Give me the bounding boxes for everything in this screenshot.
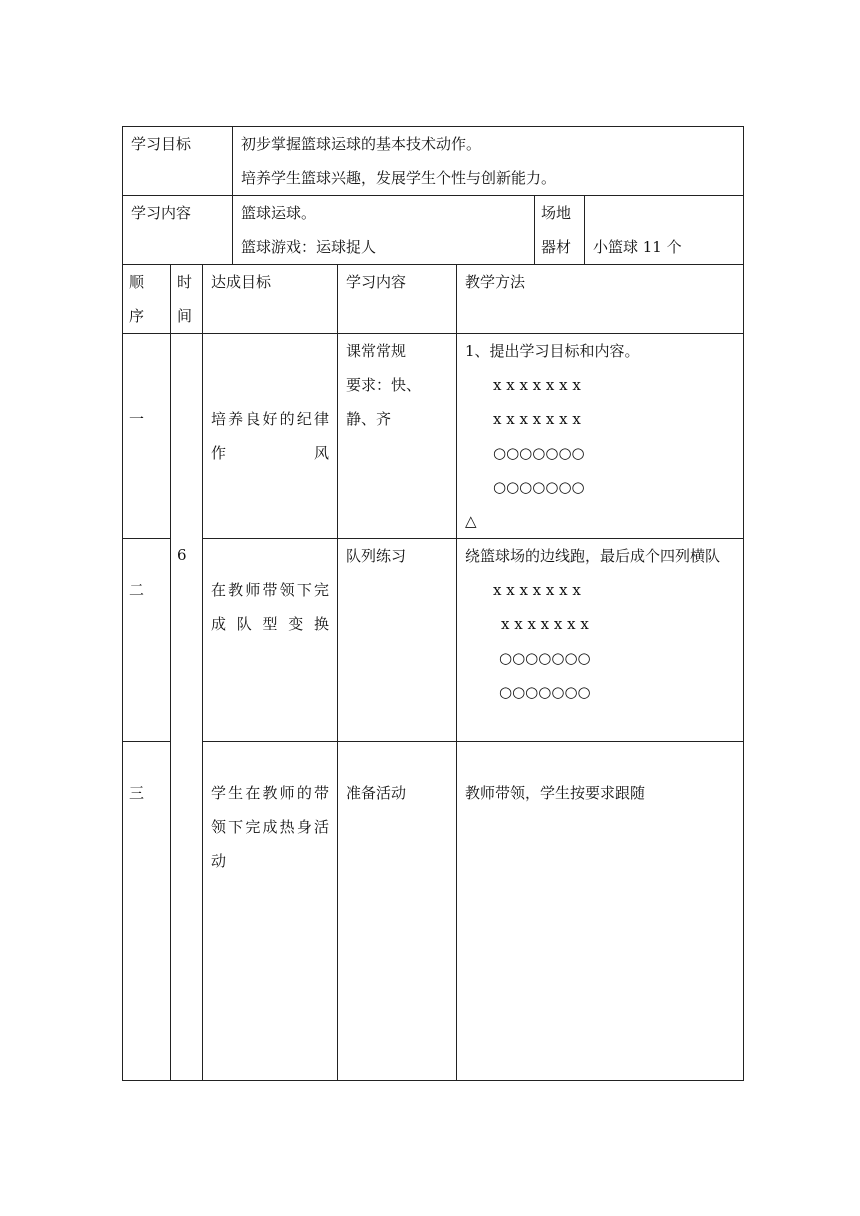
formation-line: ○○○○○○○ — [493, 444, 585, 462]
formation-line: ○○○○○○○ — [499, 649, 591, 667]
equipment-value: 小篮球 11 个 — [593, 238, 682, 256]
row-order: 一 — [123, 334, 171, 539]
row-target: 学生在教师的带领下完成热身活动 — [203, 742, 338, 1081]
table-row — [123, 539, 744, 742]
goal-label: 学习目标 — [123, 127, 233, 196]
formation-line: x x x x x x x — [493, 581, 581, 599]
equipment-cell — [585, 196, 744, 265]
content-row — [123, 196, 744, 265]
goal-content — [233, 127, 744, 196]
goal-line: 初步掌握篮球运球的基本技术动作。 — [241, 135, 482, 153]
row-method: 1、提出学习目标和内容。 x x x x x x x x x x x x x x ○○○○○○○ ○○○○○○○ △ — [457, 334, 744, 539]
table-row — [123, 334, 744, 539]
goal-row — [123, 127, 744, 196]
goal-line: 培养学生篮球兴趣，发展学生个性与创新能力。 — [241, 169, 557, 187]
formation-line: ○○○○○○○ — [493, 478, 585, 496]
teacher-marker: △ — [465, 512, 477, 530]
col-order-header: 顺 序 — [123, 265, 171, 334]
formation-line: x x x x x x x — [493, 376, 581, 394]
row-content: 准备活动 — [338, 742, 457, 1081]
row-method: 教师带领，学生按要求跟随 — [457, 742, 744, 1081]
formation-line: x x x x x x x — [501, 615, 589, 633]
lesson-plan-table — [122, 126, 744, 1081]
row-order: 二 — [123, 539, 171, 742]
row-time — [171, 334, 203, 1081]
row-content: 课常常规 要求：快、静、齐 — [338, 334, 457, 539]
table-row — [123, 742, 744, 1081]
content-line: 篮球游戏：运球捉人 — [241, 238, 377, 256]
venue-label: 场地 器材 — [535, 196, 585, 265]
row-content: 队列练习 — [338, 539, 457, 742]
row-method: 绕篮球场的边线跑，最后成个四列横队 x x x x x x x x x x x x x x ○○○○○○○ ○○○○○○○ — [457, 539, 744, 742]
row-target: 在教师带领下完成队型变换 — [203, 539, 338, 742]
column-header-row — [123, 265, 744, 334]
formation-line: x x x x x x x — [493, 410, 581, 428]
col-time-header: 时 间 — [171, 265, 203, 334]
col-method-header: 教学方法 — [457, 265, 744, 334]
content-line: 篮球运球。 — [241, 204, 317, 222]
row-order: 三 — [123, 742, 171, 1081]
content-description — [233, 196, 535, 265]
time-value: 6 — [177, 546, 187, 564]
content-label: 学习内容 — [123, 196, 233, 265]
row-target: 培养良好的纪律作风 — [203, 334, 338, 539]
formation-line: ○○○○○○○ — [499, 683, 591, 701]
col-target-header: 达成目标 — [203, 265, 338, 334]
col-content-header: 学习内容 — [338, 265, 457, 334]
